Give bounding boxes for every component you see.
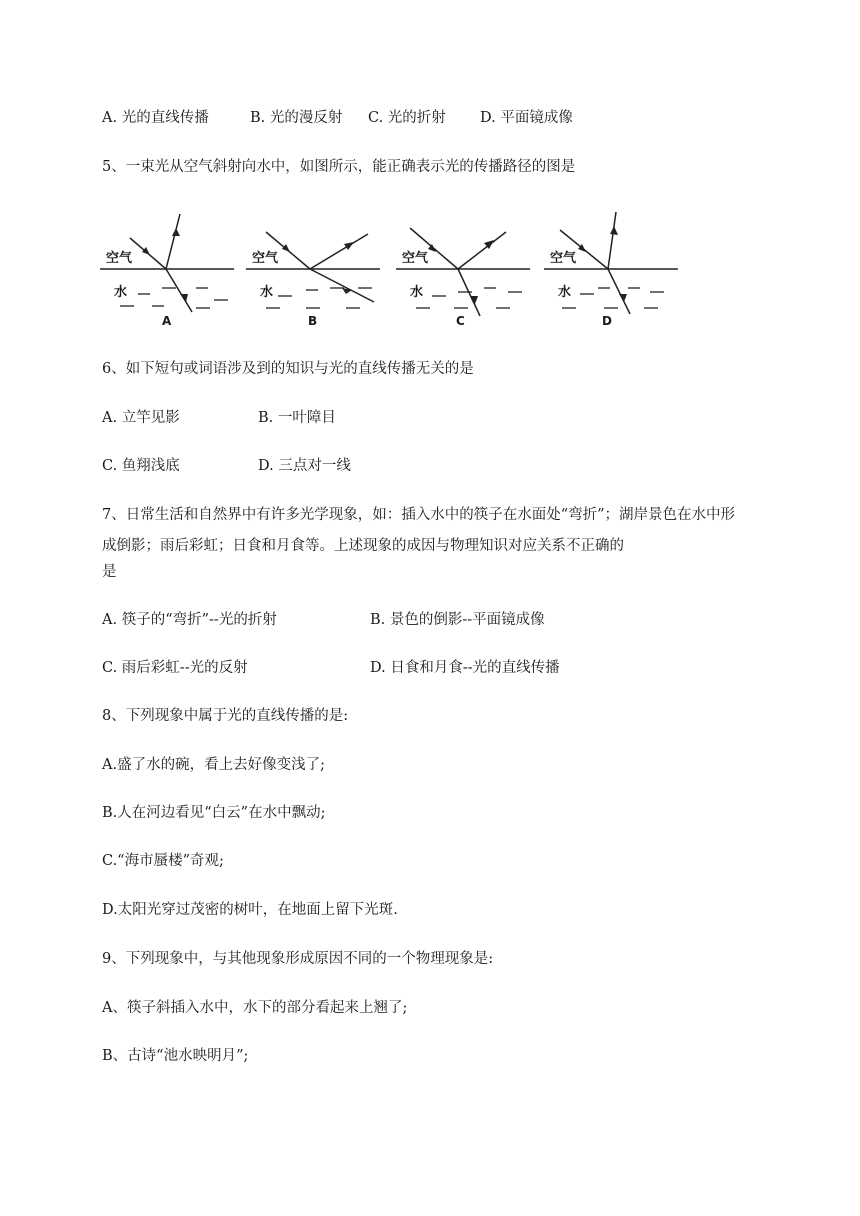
figure-d-diagram: [544, 208, 678, 330]
figure-a-diagram: [100, 208, 234, 330]
q7-option-a: A. 筷子的“弯折”--光的折射: [102, 612, 277, 628]
figure-a-tag: A: [162, 314, 172, 328]
figure-a-air-label: 空气: [106, 251, 133, 266]
figure-c-air-label: 空气: [402, 251, 429, 266]
q4-option-b: B. 光的漫反射: [250, 110, 343, 126]
q9-stem: 9、下列现象中，与其他现象形成原因不同的一个物理现象是:: [102, 951, 494, 967]
q8-option-c: C.“海市蜃楼”奇观;: [102, 853, 224, 869]
figure-c-tag: C: [456, 314, 465, 328]
figure-a-water-label: 水: [114, 285, 128, 300]
q6-stem: 6、如下短句或词语涉及到的知识与光的直线传播无关的是: [102, 361, 474, 377]
q7-option-d: D. 日食和月食--光的直线传播: [370, 660, 560, 676]
q8-option-b: B.人在河边看见“白云”在水中飘动;: [102, 805, 326, 821]
figure-b: [246, 208, 380, 330]
q7-stem-line2: 成倒影；雨后彩虹；日食和月食等。上述现象的成因与物理知识对应关系不正确的: [102, 538, 624, 554]
q4-option-c: C. 光的折射: [368, 110, 446, 126]
q6-option-c: C. 鱼翔浅底: [102, 458, 180, 474]
figure-d-water-label: 水: [558, 285, 572, 300]
q5-stem: 5、一束光从空气斜射向水中，如图所示，能正确表示光的传播路径的图是: [102, 159, 576, 175]
figure-b-diagram: [246, 208, 380, 330]
q9-option-a: A、筷子斜插入水中，水下的部分看起来上翘了;: [102, 1000, 408, 1016]
figure-d-tag: D: [602, 314, 612, 328]
q7-option-b: B. 景色的倒影--平面镜成像: [370, 612, 545, 628]
q6-option-a: A. 立竿见影: [102, 410, 180, 426]
q8-stem: 8、下列现象中属于光的直线传播的是:: [102, 708, 349, 724]
figure-c-diagram: [396, 208, 530, 330]
q7-stem-line1: 7、日常生活和自然界中有许多光学现象，如：插入水中的筷子在水面处“弯折”；湖岸景色在水中形: [102, 507, 736, 523]
figure-c-water-label: 水: [410, 285, 424, 300]
q9-option-b: B、古诗“池水映明月”;: [102, 1048, 249, 1064]
figure-d-air-label: 空气: [550, 251, 577, 266]
q8-option-d: D.太阳光穿过茂密的树叶，在地面上留下光斑.: [102, 902, 398, 918]
figure-b-tag: B: [308, 314, 318, 328]
figure-a: [100, 208, 234, 330]
figure-b-water-label: 水: [260, 285, 274, 300]
q6-option-d: D. 三点对一线: [258, 458, 351, 474]
q5-figures: [100, 208, 680, 330]
figure-c: [396, 208, 530, 330]
q4-option-a: A. 光的直线传播: [102, 110, 209, 126]
figure-b-air-label: 空气: [252, 251, 279, 266]
figure-d: [544, 208, 678, 330]
q7-option-c: C. 雨后彩虹--光的反射: [102, 660, 248, 676]
q6-option-b: B. 一叶障目: [258, 410, 336, 426]
q4-option-d: D. 平面镜成像: [480, 110, 573, 126]
q7-stem-line3: 是: [102, 564, 117, 580]
q8-option-a: A.盛了水的碗，看上去好像变浅了;: [102, 757, 325, 773]
